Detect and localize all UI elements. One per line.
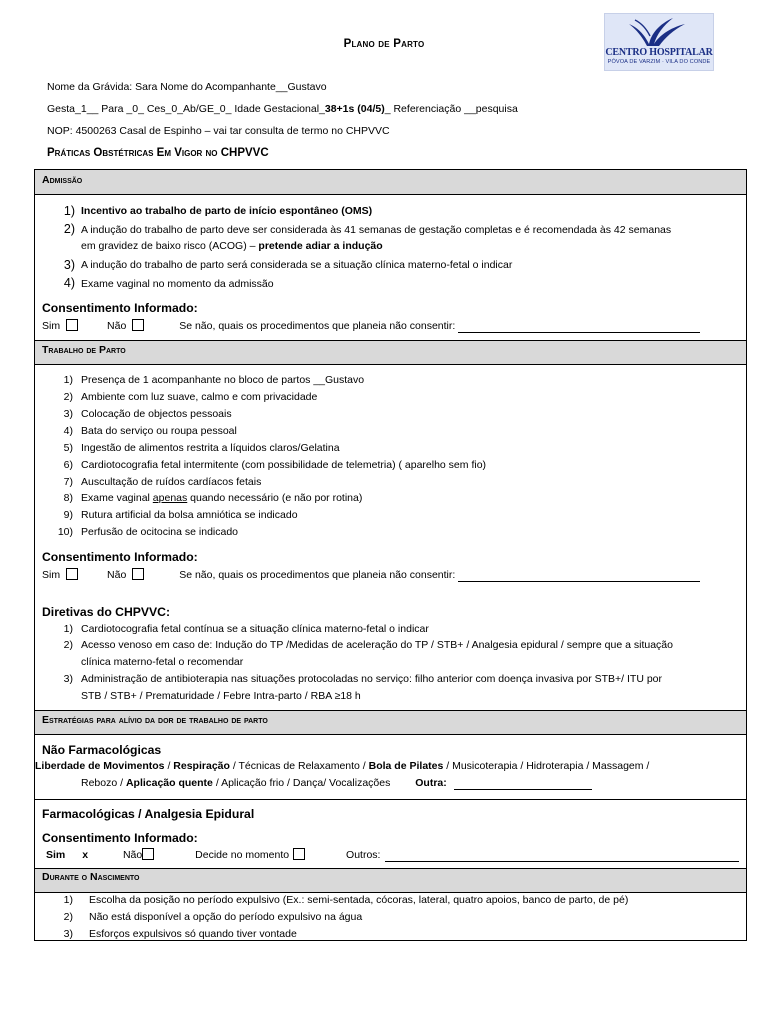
section-header-labor: Trabalho de Parto	[35, 340, 746, 365]
logo-name: CENTRO HOSPITALAR	[605, 47, 713, 58]
labor-item-1: Presença de 1 acompanhante no bloco de partos __Gustavo	[81, 374, 365, 386]
patient-line-1: Nome da Grávida: Sara Nome do Acompanhante__Gustavo	[47, 81, 327, 93]
pharm-consent-no-checkbox[interactable]	[142, 848, 154, 860]
logo-subtitle: PÓVOA DE VARZIM · VILA DO CONDE	[607, 59, 711, 65]
labor-consent-no-checkbox[interactable]	[132, 568, 144, 580]
directive-item-3-cont: STB / STB+ / Prematuridade / Febre Intra-parto / RBA ≥18 h	[81, 690, 361, 702]
labor-consent-row: Sim Não Se não, quais os procedimentos que planeia não consentir:	[42, 568, 740, 582]
non-pharm-line-1: Liberdade de Movimentos / Respiração / Técnicas de Relaxamento / Bola de Pilates / Musicoterapia / Hidroterapia / Massagem /	[35, 760, 650, 772]
labor-consent-title: Consentimento Informado:	[42, 550, 198, 564]
directive-item-2: Acesso venoso em caso de: Indução do TP /Medidas de aceleração do TP / STB+ / Analgesia epidural / sempre que a situação	[81, 639, 673, 651]
labor-item-6: Cardiotocografia fetal intermitente (com possibilidade de telemetria) ( aparelho sem fio)	[81, 459, 487, 471]
admission-item-4: Exame vaginal no momento da admissão	[81, 278, 274, 290]
pharm-consent-yes: Sim	[46, 849, 66, 861]
admission-consent-field[interactable]	[458, 320, 700, 333]
logo-bird-icon	[625, 16, 691, 48]
admission-item-1: Incentivo ao trabalho de parto de início espontâneo (OMS)	[81, 205, 373, 217]
section-header-pain-relief: Estratégias para alívio da dor de trabalho de parto	[35, 710, 746, 735]
hospital-logo	[604, 13, 714, 71]
labor-item-7: Auscultação de ruídos cardíacos fetais	[81, 476, 262, 488]
admission-item-2-cont: em gravidez de baixo risco (ACOG) – pretende adiar a indução	[81, 240, 383, 252]
admission-item-3: A indução do trabalho de parto será considerada se a situação clínica materno-fetal o indicar	[81, 259, 513, 271]
labor-item-9: Rutura artificial da bolsa amniótica se indicado	[81, 509, 298, 521]
labor-item-5: Ingestão de alimentos restrita a líquidos claros/Gelatina	[81, 442, 340, 454]
patient-line-2: Gesta_1__ Para _0_ Ces_0_Ab/GE_0_ Idade Gestacional_38+1s (04/5)_ Referenciação __pesquisa	[47, 103, 518, 115]
labor-consent-yes-checkbox[interactable]	[66, 568, 78, 580]
non-pharm-other-field[interactable]	[454, 777, 592, 790]
admission-item-2: A indução do trabalho de parto deve ser considerada às 41 semanas de gestação completas e é recomendada às 42 semanas	[81, 224, 672, 236]
plan-table: Admissão 1) Incentivo ao trabalho de parto de início espontâneo (OMS) 2) A indução do trabalho de parto deve ser considerada às 41 semanas de gestação completas e é recomendada às 42 semanas em gravidez de baixo risco (ACOG) – pretende adiar a indução 3) A indução do trabalho de parto será considerada se a situação clínica materno-fetal o indicar 4) Exame vaginal no momento da admissão Consentimento Informado: Sim Não Se não, quais os procedimentos que planeia não consentir: Trabalho de Parto 1) Presença de 1 acompanhante no bloco de partos __Gustavo 2) Ambiente com luz suave, calmo e com privacidade 3) Colocação de objectos pessoais 4) Bata do serviço ou roupa pessoal 5) Ingestão de alimentos restrita a líquidos claros/Gelatina 6) Cardiotocografia fetal intermitente (com possibilidade de telemetria) ( aparelho sem fio) 7) Auscultação de ruídos cardíacos fetais 8) Exame vaginal apenas quando necessário (e não por rotina) 9) Rutura artificial da bolsa amniótica se indicado 10) Perfusão de ocitocina se indicado Consentimento Informado: Sim Não Se não, quais os procedimentos que planeia não consentir: Diretivas do CHPVVC: 1) Cardiotocografia fetal contínua se a situação clínica materno-fetal o indicar 2) Acesso venoso em caso de: Indução do TP /Medidas de aceleração do TP / STB+ / Analgesia epidural / sempre que a situação clínica materno-fetal o recomendar 3) Administração de antibioterapia nas situações protocoladas no serviço: filho anterior com doença invasiva por STB+/ ITU por STB / STB+ / Prematuridade / Febre Intra-parto / RBA ≥18 h Estratégias para alívio da dor de trabalho de parto Não Farmacológicas Liberdade de Movimentos / Respiração / Técnicas de Relaxamento / Bola de Pilates / Musicoterapia / Hidroterapia / Massagem / Rebozo / Aplicação quente / Aplicação frio / Dança/ Vocalizações Outra: Farmacológicas / Analgesia Epidural Consentimento Informado: Sim x Não Decide no momento Outros: Durante o Nascimento 1) Escolha da posição no período expulsivo (Ex.: semi-sentada, cócoras, lateral, quatro apoios, banco de parto, de pé) 2) Não está disponível a opção do período expulsivo na água 3) Esforços expulsivos só quando tiver vontade	[34, 169, 747, 941]
directive-item-1: Cardiotocografia fetal contínua se a situação clínica materno-fetal o indicar	[81, 623, 429, 635]
patient-line-3: NOP: 4500263 Casal de Espinho – vai tar consulta de termo no CHPVVC	[47, 125, 390, 137]
practices-title: Práticas Obstétricas Em Vigor no CHPVVC	[47, 147, 269, 159]
section-header-birth: Durante o Nascimento	[35, 868, 746, 893]
directives-title: Diretivas do CHPVVC:	[42, 605, 170, 619]
non-pharm-title: Não Farmacológicas	[42, 743, 162, 757]
pharm-decide-checkbox[interactable]	[293, 848, 305, 860]
pharm-others-field[interactable]	[385, 849, 739, 862]
pharm-consent-title: Consentimento Informado:	[42, 831, 198, 845]
labor-item-8: Exame vaginal apenas quando necessário (e não por rotina)	[81, 492, 363, 504]
labor-item-2: Ambiente com luz suave, calmo e com privacidade	[81, 391, 318, 403]
section-header-admission: Admissão	[35, 170, 746, 195]
pharm-consent-row: Sim x Não Decide no momento Outros:	[46, 848, 746, 862]
labor-item-4: Bata do serviço ou roupa pessoal	[81, 425, 237, 437]
pharm-title: Farmacológicas / Analgesia Epidural	[42, 807, 255, 821]
directive-item-2-cont: clínica materno-fetal o recomendar	[81, 656, 244, 668]
directive-item-3: Administração de antibioterapia nas situações protocoladas no serviço: filho anterior com doença invasiva por STB+/ ITU por	[81, 673, 663, 685]
admission-consent-yes-checkbox[interactable]	[66, 319, 78, 331]
document-title: Plano de Parto	[343, 38, 425, 50]
non-pharm-line-2: Rebozo / Aplicação quente / Aplicação frio / Dança/ Vocalizações Outra:	[81, 777, 592, 790]
labor-item-10: Perfusão de ocitocina se indicado	[81, 526, 239, 538]
birth-item-1: Escolha da posição no período expulsivo (Ex.: semi-sentada, cócoras, lateral, quatro apoios, banco de parto, de pé)	[89, 894, 629, 906]
birth-item-2: Não está disponível a opção do período expulsivo na água	[89, 911, 363, 923]
labor-item-3: Colocação de objectos pessoais	[81, 408, 232, 420]
pharm-consent-yes-mark[interactable]: x	[82, 849, 89, 861]
birth-item-3: Esforços expulsivos só quando tiver vontade	[89, 928, 297, 940]
admission-consent-no-checkbox[interactable]	[132, 319, 144, 331]
admission-consent-row: Sim Não Se não, quais os procedimentos que planeia não consentir:	[42, 319, 740, 333]
labor-consent-field[interactable]	[458, 569, 700, 582]
admission-consent-title: Consentimento Informado:	[42, 301, 198, 315]
